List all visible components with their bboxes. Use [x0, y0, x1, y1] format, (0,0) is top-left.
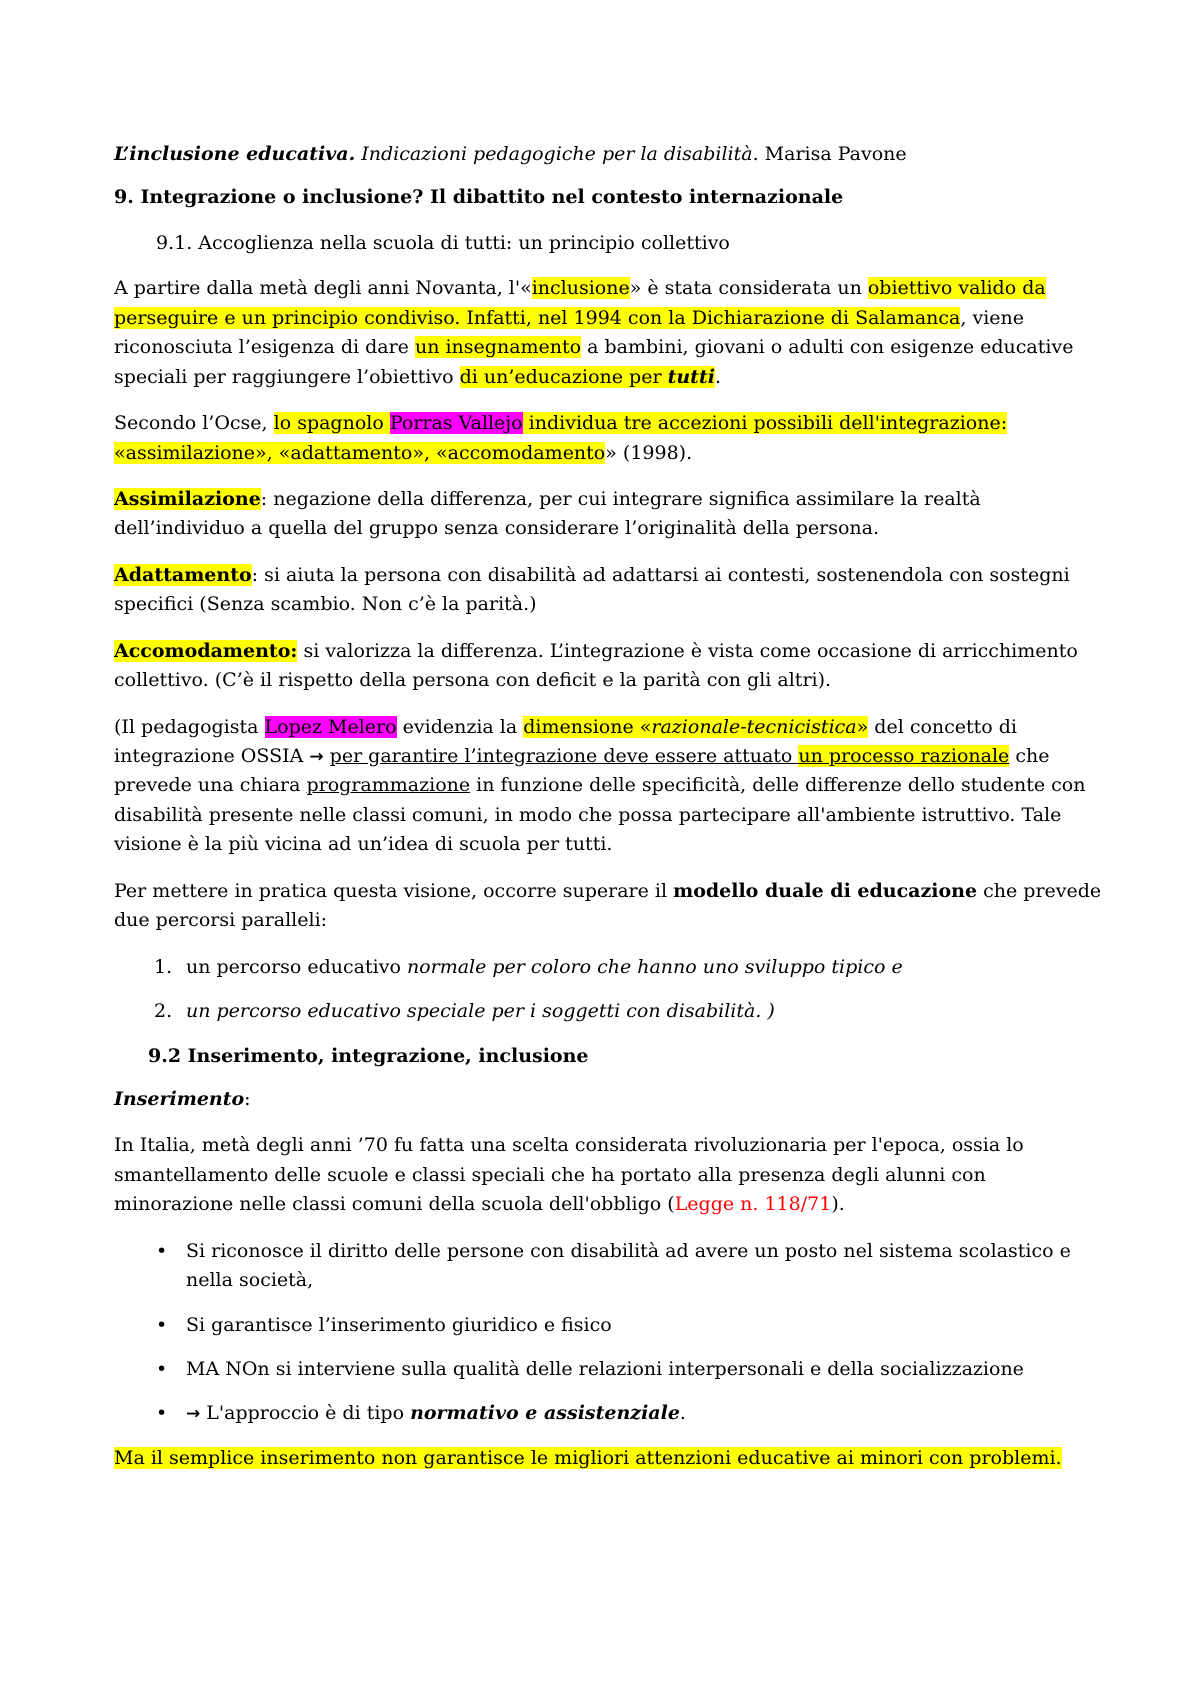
- bullet-list: [114, 1237, 1104, 1429]
- paragraph-accomodamento: Accomodamento: si valorizza la differenza. L’integrazione è vista come occasione di arricchimento collettivo. (C’è il rispetto della persona con deficit e la parità con gli altri).: [114, 639, 1078, 692]
- paragraph-ocse: Secondo l’Ocse, lo spagnolo Porras Vallejo individua tre accezioni possibili dell'integrazione: «assimilazione», «adattamento», «accomodamento» (1998).: [114, 412, 1008, 464]
- bullet-icon: •: [156, 1358, 168, 1380]
- paragraph-modello-duale: Per mettere in pratica questa visione, occorre superare il modello duale di educazione che prevede due percorsi paralleli:: [114, 879, 1102, 932]
- list-item: 2. un percorso educativo speciale per i soggetti con disabilità. ): [154, 1000, 775, 1023]
- term-assimilazione: Assimilazione: [114, 487, 261, 510]
- highlight-lopez-melero: Lopez Melero: [264, 715, 397, 738]
- highlight-porras-vallejo: Porras Vallejo: [389, 412, 523, 435]
- list-item: 1. un percorso educativo normale per coloro che hanno uno sviluppo tipico e: [154, 955, 903, 978]
- law-reference: Legge n. 118/71: [674, 1193, 832, 1216]
- highlight-processo-razionale: un processo razionale: [798, 745, 1010, 767]
- arrow-right-icon: →: [309, 747, 324, 767]
- underline-programmazione: programmazione: [306, 774, 471, 797]
- highlight-educazione: di un’educazione per tutti: [459, 365, 715, 388]
- highlight-conclusion: Ma il semplice inserimento non garantisce le migliori attenzioni educative ai minori con problemi.: [114, 1446, 1062, 1469]
- paragraph-legge: In Italia, metà degli anni ’70 fu fatta una scelta considerata rivoluzionaria per l'epoca, ossia lo smantellamento delle scuole e classi speciali che ha portato alla presenza degli alunni con minorazione nelle classi comuni della scuola dell'obbligo (Legge n. 118/71).: [114, 1134, 1024, 1216]
- term-accomodamento: Accomodamento:: [114, 639, 298, 662]
- arrow-right-icon: →: [186, 1404, 201, 1425]
- paragraph-lopez-melero: (Il pedagogista Lopez Melero evidenzia la dimensione «razionale-tecnicistica» del concetto di integrazione OSSIA → per garantire l’integrazione deve essere attuato un processo razionale che prevede una chiara programmazione in funzione delle specificità, delle differenze dello studente con disabilità presente nelle classi comuni, in modo che possa partecipare all'ambiente istruttivo. Tale visione è la più vicina ad un’idea di scuola per tutti.: [114, 715, 1086, 856]
- section-9-2-title: 9.2 Inserimento, integrazione, inclusione: [148, 1044, 589, 1067]
- bullet-icon: •: [156, 1313, 168, 1336]
- highlight-inclusione: inclusione: [531, 277, 630, 300]
- highlight-accezioni: individua tre accezioni possibili dell'integrazione: «assimilazione», «adattamento», «accomodamento: [114, 412, 1008, 464]
- list-item: • MA NOn si interviene sulla qualità delle relazioni interpersonali e della socializzazione: [114, 1355, 1104, 1384]
- document-header: [114, 140, 1104, 169]
- paragraph-salamanca: A partire dalla metà degli anni Novanta, l'«inclusione» è stata considerata un obiettivo valido da perseguire e un principio condiviso. Infatti, nel 1994 con la Dichiarazione di Salamanca, viene riconosciuta l’esigenza di dare un insegnamento a bambini, giovani o adulti con esigenze educative speciali per raggiungere l’obiettivo di un’educazione per tutti.: [114, 277, 1074, 388]
- document-content: [114, 140, 1104, 1490]
- bullet-icon: •: [156, 1402, 168, 1425]
- chapter-title: 9. Integrazione o inclusione? Il dibattito nel contesto internazionale: [114, 186, 844, 209]
- numbered-list: [114, 953, 1104, 1027]
- term-adattamento: Adattamento: [114, 563, 252, 586]
- list-item: • → L'approccio è di tipo normativo e assistenziale.: [114, 1399, 1104, 1428]
- highlight-obiettivo: obiettivo valido da perseguire e un principio condiviso. Infatti, nel 1994 con la Dichiarazione di Salamanca: [114, 277, 1046, 329]
- list-item: • Si riconosce il diritto delle persone con disabilità ad avere un posto nel sistema scolastico e nella società,: [114, 1237, 1104, 1296]
- paragraph-conclusion: [114, 1444, 1104, 1473]
- section-9-1-title: 9.1. Accoglienza nella scuola di tutti: un principio collettivo: [156, 231, 730, 254]
- inserimento-label: Inserimento:: [114, 1087, 251, 1110]
- book-subtitle: Indicazioni pedagogiche per la disabilità.: [355, 143, 759, 165]
- list-item: • Si garantisce l’inserimento giuridico e fisico: [114, 1311, 1104, 1340]
- highlight-insegnamento: un insegnamento: [414, 336, 582, 359]
- paragraph-assimilazione: Assimilazione: negazione della differenza, per cui integrare significa assimilare la realtà dell’individuo a quella del gruppo senza considerare l’originalità della persona.: [114, 487, 981, 540]
- bullet-icon: •: [156, 1239, 168, 1262]
- book-title: L’inclusione educativa.: [114, 143, 356, 165]
- paragraph-adattamento: Adattamento: si aiuta la persona con disabilità ad adattarsi ai contesti, sostenendola con sostegni specifici (Senza scambio. Non c’è la parità.): [114, 563, 1070, 616]
- author-name: Marisa Pavone: [758, 143, 907, 165]
- highlight-dimensione: dimensione «razionale-tecnicistica»: [523, 715, 869, 738]
